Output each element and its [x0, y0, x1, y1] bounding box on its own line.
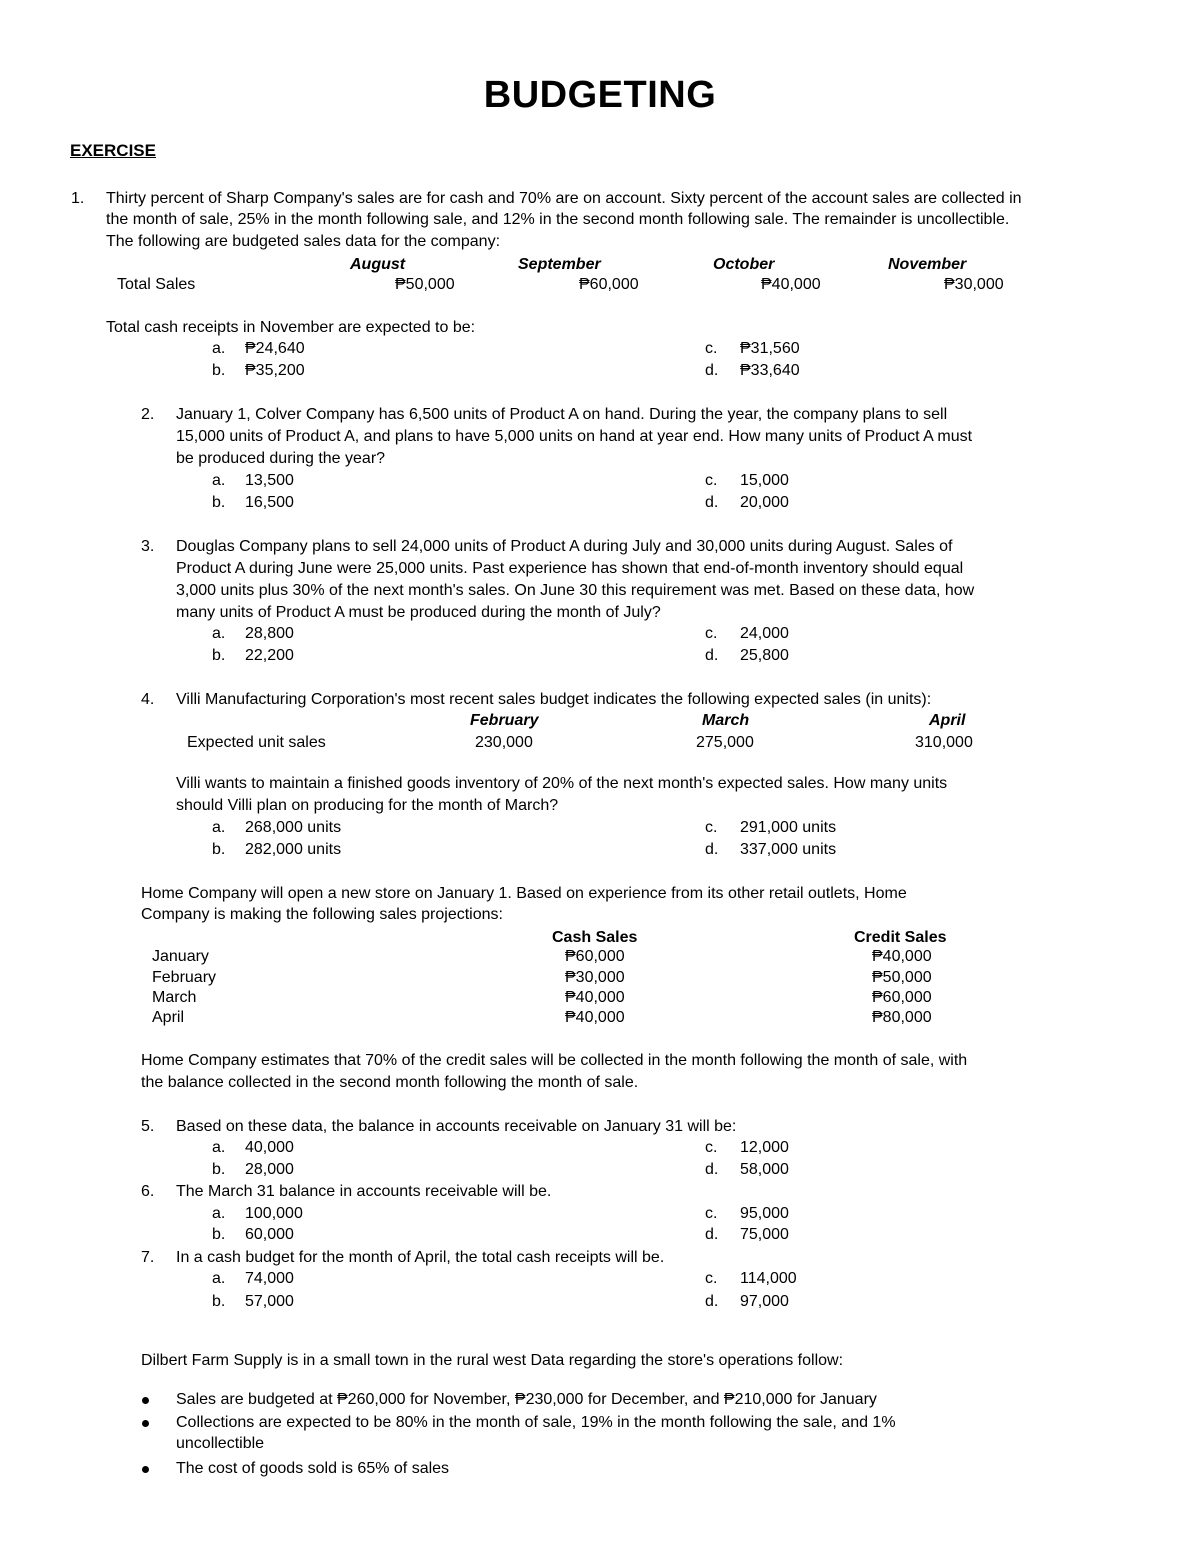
choice-letter: d.: [705, 362, 719, 379]
question-text-line: 3,000 units plus 30% of the next month's sales. On June 30 this requirement was met. Based on these data, how: [176, 582, 975, 599]
question-number: 3.: [141, 538, 155, 555]
question-text-line: Douglas Company plans to sell 24,000 units of Product A during July and 30,000 units during August. Sales of: [176, 538, 953, 555]
choice-c: ₱31,560: [740, 340, 800, 357]
row-label: January: [152, 948, 209, 965]
table-cell: ₱50,000: [395, 276, 455, 293]
question-text-line: In a cash budget for the month of April, the total cash receipts will be.: [176, 1249, 665, 1266]
question-text-line: Product A during June were 25,000 units. Past experience has shown that end-of-month inventory should equal: [176, 560, 964, 577]
choice-a: ₱24,640: [245, 340, 305, 357]
choice-c: 95,000: [740, 1205, 789, 1222]
choice-letter: c.: [705, 625, 718, 642]
paragraph-line: Home Company estimates that 70% of the credit sales will be collected in the month following the month of sale, with: [141, 1052, 968, 1069]
choice-b: 60,000: [245, 1226, 294, 1243]
choice-c: 24,000: [740, 625, 789, 642]
choice-letter: b.: [212, 494, 226, 511]
question-text-line: The March 31 balance in accounts receivable will be.: [176, 1183, 552, 1200]
question-prompt: Total cash receipts in November are expected to be:: [106, 319, 476, 336]
choice-letter: c.: [705, 340, 718, 357]
question-text-line: January 1, Colver Company has 6,500 units of Product A on hand. During the year, the company plans to sell: [176, 406, 948, 423]
choice-letter: b.: [212, 1293, 226, 1310]
table-cell: 275,000: [696, 734, 754, 751]
question-number: 4.: [141, 691, 155, 708]
choice-c: 291,000 units: [740, 819, 837, 836]
choice-d: 97,000: [740, 1293, 789, 1310]
question-text-line: Based on these data, the balance in accounts receivable on January 31 will be:: [176, 1118, 737, 1135]
row-label: Total Sales: [117, 276, 196, 293]
paragraph-line: the balance collected in the second month following the month of sale.: [141, 1074, 639, 1091]
column-header: September: [518, 256, 601, 273]
choice-c: 12,000: [740, 1139, 789, 1156]
table-cell: 310,000: [915, 734, 973, 751]
choice-letter: b.: [212, 841, 226, 858]
choice-d: 20,000: [740, 494, 789, 511]
table-cell: ₱30,000: [565, 969, 625, 986]
choice-c: 114,000: [740, 1270, 797, 1287]
choice-letter: d.: [705, 647, 719, 664]
bullet-item: Sales are budgeted at ₱260,000 for November, ₱230,000 for December, and ₱210,000 for January: [176, 1391, 877, 1408]
choice-letter: c.: [705, 1205, 718, 1222]
bullet-icon: [142, 1466, 149, 1473]
choice-letter: a.: [212, 472, 226, 489]
column-header: Credit Sales: [854, 929, 947, 946]
table-cell: ₱40,000: [565, 1009, 625, 1026]
row-label: February: [152, 969, 217, 986]
paragraph-line: Home Company will open a new store on January 1. Based on experience from its other retail outlets, Home: [141, 885, 907, 902]
bullet-item: The cost of goods sold is 65% of sales: [176, 1460, 450, 1477]
table-cell: ₱40,000: [565, 989, 625, 1006]
bullet-icon: [142, 1420, 149, 1427]
column-header: April: [929, 712, 966, 729]
choice-letter: a.: [212, 1139, 226, 1156]
paragraph-line: Dilbert Farm Supply is in a small town in the rural west Data regarding the store's operations follow:: [141, 1352, 844, 1369]
choice-letter: d.: [705, 841, 719, 858]
column-header: Cash Sales: [552, 929, 638, 946]
choice-a: 40,000: [245, 1139, 294, 1156]
choice-letter: b.: [212, 1161, 226, 1178]
choice-letter: d.: [705, 1161, 719, 1178]
table-cell: 230,000: [475, 734, 533, 751]
table-cell: ₱40,000: [761, 276, 821, 293]
choice-b: 57,000: [245, 1293, 294, 1310]
choice-letter: c.: [705, 1139, 718, 1156]
table-cell: ₱60,000: [579, 276, 639, 293]
row-label: March: [152, 989, 197, 1006]
question-number: 6.: [141, 1183, 155, 1200]
question-text-line: Villi wants to maintain a finished goods inventory of 20% of the next month's expected sales. How many units: [176, 775, 948, 792]
choice-b: ₱35,200: [245, 362, 305, 379]
table-cell: ₱80,000: [872, 1009, 932, 1026]
choice-a: 268,000 units: [245, 819, 342, 836]
table-cell: ₱60,000: [872, 989, 932, 1006]
choice-letter: d.: [705, 1226, 719, 1243]
choice-letter: d.: [705, 494, 719, 511]
choice-letter: a.: [212, 1205, 226, 1222]
question-number: 1.: [71, 190, 85, 207]
column-header: February: [470, 712, 539, 729]
choice-d: 25,800: [740, 647, 789, 664]
question-text-line: many units of Product A must be produced during the month of July?: [176, 604, 661, 621]
row-label: Expected unit sales: [187, 734, 326, 751]
bullet-icon: [142, 1397, 149, 1404]
column-header: August: [350, 256, 406, 273]
choice-letter: d.: [705, 1293, 719, 1310]
choice-d: 75,000: [740, 1226, 789, 1243]
column-header: March: [702, 712, 750, 729]
choice-letter: a.: [212, 340, 226, 357]
question-text-line: The following are budgeted sales data for the company:: [106, 233, 501, 250]
question-text-line: Villi Manufacturing Corporation's most recent sales budget indicates the following expected sales (in units):: [176, 691, 932, 708]
table-cell: ₱40,000: [872, 948, 932, 965]
table-cell: ₱50,000: [872, 969, 932, 986]
choice-b: 22,200: [245, 647, 294, 664]
column-header: October: [713, 256, 775, 273]
choice-a: 28,800: [245, 625, 294, 642]
question-number: 2.: [141, 406, 155, 423]
bullet-item: Collections are expected to be 80% in the month of sale, 19% in the month following the sale, and 1%: [176, 1414, 896, 1431]
column-header: November: [888, 256, 967, 273]
choice-b: 282,000 units: [245, 841, 342, 858]
question-text-line: Thirty percent of Sharp Company's sales are for cash and 70% are on account. Sixty percent of the account sales are collected in: [106, 190, 1022, 207]
choice-c: 15,000: [740, 472, 789, 489]
question-text-line: should Villi plan on producing for the month of March?: [176, 797, 559, 814]
question-number: 7.: [141, 1249, 155, 1266]
choice-letter: a.: [212, 1270, 226, 1287]
exercise-heading: EXERCISE: [70, 141, 156, 160]
choice-letter: c.: [705, 819, 718, 836]
paragraph-line: Company is making the following sales projections:: [141, 906, 503, 923]
choice-letter: b.: [212, 647, 226, 664]
choice-b: 28,000: [245, 1161, 294, 1178]
choice-a: 100,000: [245, 1205, 303, 1222]
row-label: April: [152, 1009, 185, 1026]
bullet-item-continuation: uncollectible: [176, 1435, 265, 1452]
choice-letter: c.: [705, 1270, 718, 1287]
question-text-line: 15,000 units of Product A, and plans to have 5,000 units on hand at year end. How many units of Product A must: [176, 428, 973, 445]
choice-letter: a.: [212, 625, 226, 642]
choice-d: 58,000: [740, 1161, 789, 1178]
question-number: 5.: [141, 1118, 155, 1135]
question-text-line: be produced during the year?: [176, 450, 386, 467]
choice-letter: c.: [705, 472, 718, 489]
choice-letter: a.: [212, 819, 226, 836]
choice-letter: b.: [212, 362, 226, 379]
choice-b: 16,500: [245, 494, 294, 511]
choice-a: 13,500: [245, 472, 294, 489]
table-cell: ₱60,000: [565, 948, 625, 965]
question-text-line: the month of sale, 25% in the month following sale, and 12% in the second month following sale. The remainder is uncollectible.: [106, 211, 1010, 228]
choice-a: 74,000: [245, 1270, 294, 1287]
table-cell: ₱30,000: [944, 276, 1004, 293]
page-title: BUDGETING: [483, 74, 717, 116]
choice-d: ₱33,640: [740, 362, 800, 379]
choice-d: 337,000 units: [740, 841, 837, 858]
choice-letter: b.: [212, 1226, 226, 1243]
